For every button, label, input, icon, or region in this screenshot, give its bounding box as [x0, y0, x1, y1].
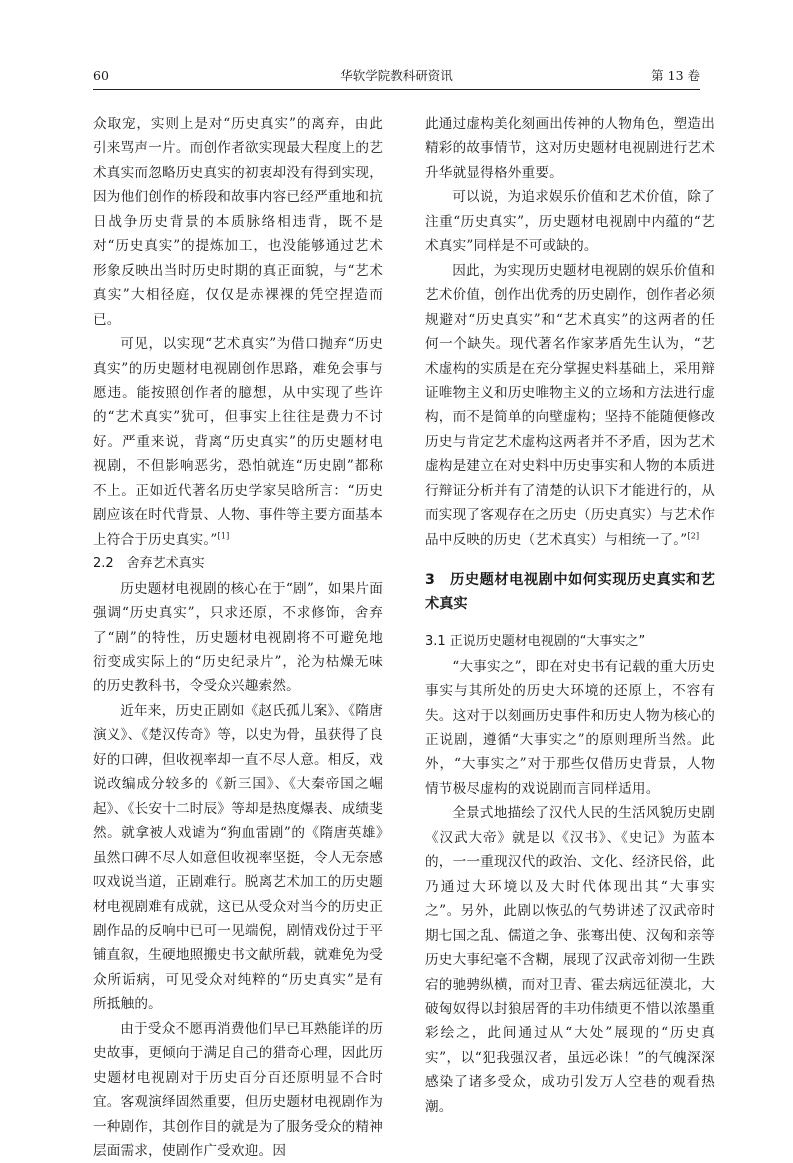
running-header: [93, 66, 700, 86]
paragraph: 由于受众不愿再消费他们早已耳熟能详的历史故事，更倾向于满足自己的猎奇心理，因此历史题材电视剧对于历史百分百还原明显不合时宜。客观演绎固然重要，但历史题材电视剧作为一种剧作，其创作目的就是为了服务受众的精神层面需求，使剧作广受欢迎。因: [93, 1020, 383, 1160]
page-number: 60: [93, 68, 109, 83]
volume-label: 第 13 卷: [651, 68, 700, 83]
subsection-heading: 3.1 正说历史题材电视剧的“大事实之”: [425, 634, 646, 650]
paragraph: 众取宠，实则上是对“历史真实”的离弃，由此引来骂声一片。而创作者欲实现最大程度上的艺术真实而忽略历史真实的初衷却没有得到实现，因为他们创作的桥段和故事内容已经严重地和抗日战争历史背景的本质脉络相违背，既不是对“历史真实”的提炼加工，也没能够通过艺术形象反映出当时历史时期的真正面貌，与“艺术真实”大相径庭，仅仅是赤裸裸的凭空捏造而已。: [93, 116, 383, 328]
paragraph: 此通过虚构美化刻画出传神的人物角色，塑造出精彩的故事情节，这对历史题材电视剧进行艺术升华就显得格外重要。: [425, 116, 715, 181]
paragraph: 可以说，为追求娱乐价值和艺术价值，除了注重“历史真实”，历史题材电视剧中内蕴的“艺术真实”同样是不可或缺的。: [425, 189, 715, 255]
journal-title: 华软学院教科研资讯: [340, 68, 453, 83]
paragraph: “大事实之”，即在对史书有记载的重大历史事实与其所处的历史大环境的还原上，不容有失。这对于以刻画历史事件和历史人物为核心的正说剧，遵循“大事实之”的原则理所当然。此外，“大事实之”对于那些仅借历史背景，人物情节极尽虚构的戏说剧而言同样适用。: [425, 658, 715, 797]
left-column: [93, 112, 383, 1163]
paragraph: 全景式地描绘了汉代人民的生活风貌历史剧《汉武大帝》就是以《汉书》、《史记》为蓝本的，一一重现汉代的政治、文化、经济民俗，此乃通过大环境以及大时代体现出其“大事实之”。另外，此剧以恢弘的气势讲述了汉武帝时期七国之乱、儒道之争、张骞出使、汉匈和亲等历史大事纪毫不含糊，展现了汉武帝刘彻一生跌宕的驰骋纵横，而对卫青、霍去病远征漠北，大破匈奴得以封狼居胥的丰功伟绩更不惜以浓墨重彩绘之，此间通过从“大处”展现的“历史真实”，以“犯我强汉者，虽远必诛！”的气魄深深感染了诸多受众，成功引发万人空巷的观看热潮。: [425, 805, 715, 1115]
right-column: [425, 112, 715, 1119]
section-heading: 3 历史题材电视剧中如何实现历史真实和艺术真实: [425, 572, 715, 613]
paragraph: 历史题材电视剧的核心在于“剧”，如果片面强调“历史真实”，只求还原，不求修饰，舍弃了“剧”的特性，历史题材电视剧将不可避免地衍变成实际上的“历史纪录片”，沦为枯燥无味的历史教科书，令受众兴趣索然。: [93, 580, 383, 695]
citation-ref: [2]: [687, 531, 700, 541]
citation-ref: [1]: [217, 531, 230, 541]
header-rule: [93, 89, 700, 90]
paragraph-text: 因此，为实现历史题材电视剧的娱乐价值和艺术价值，创作出优秀的历史剧作，创作者必须规避对“历史真实”和“艺术真实”的这两者的任何一个缺失。现代著名作家茅盾先生认为，“艺术虚构的实质是在充分掌握史料基础上，采用辩证唯物主义和历史唯物主义的立场和方法进行虚构，而不是简单的向壁虚构；坚持不能随便修改历史与肯定艺术虚构这两者并不矛盾，因为艺术虚构是建立在对史料中历史事实和人物的本质进行辩证分析并有了清楚的认识下才能进行的，从而实现了客观存在之历史（历史真实）与艺术作品中反映的历史（艺术真实）与相统一了。”: [425, 262, 715, 548]
subsection-heading: 2.2 舍弃艺术真实: [93, 556, 205, 572]
paragraph: [93, 332, 383, 552]
paragraph: [425, 259, 715, 552]
paragraph-text: 可见，以实现“艺术真实”为借口抛弃“历史真实”的历史题材电视剧创作思路，难免会事与愿违。能按照创作者的臆想，从中实现了些许的“艺术真实”犹可，但事实上往往是费力不讨好。严重来说，背离“历史真实”的历史题材电视剧，不但影响恶劣，恐怕就连“历史剧”都称不上。正如近代著名历史学家吴晗所言：“历史剧应该在时代背景、人物、事件等主要方面基本上符合于历史真实。”: [93, 336, 383, 548]
paragraph: 近年来，历史正剧如《赵氏孤儿案》、《隋唐演义》、《楚汉传奇》等，以史为骨，虽获得了良好的口碑，但收视率却一直不尽人意。相反，戏说改编成分较多的《新三国》、《大秦帝国之崛起》、《长安十二时辰》等却是热度爆表、成绩斐然。就拿被人戏谑为“狗血雷剧”的《隋唐英雄》虽然口碑不尽人如意但收视率坚挺，令人无奈感叹戏说当道，正剧难行。脱离艺术加工的历史题材电视剧难有成就，这已从受众对当今的历史正剧作品的反响中已可一见端倪，剧情戏份过于平铺直叙，生硬地照搬史书文献所载，就难免为受众所诟病，可见受众对纯粹的“历史真实”是有所抵触的。: [93, 702, 383, 1013]
